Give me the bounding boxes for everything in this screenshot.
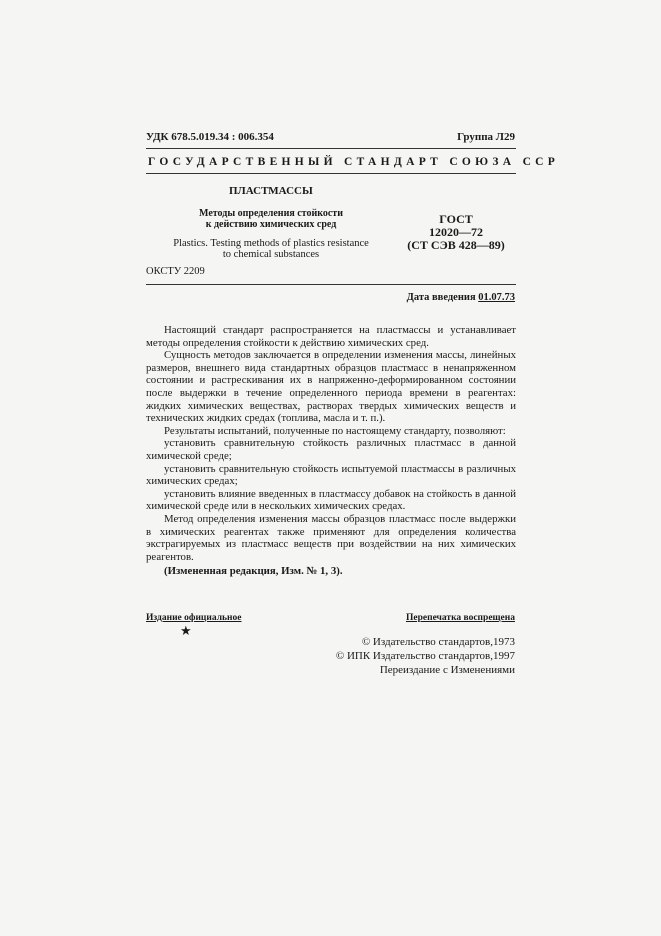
star-icon: ★	[180, 623, 192, 638]
body-paragraph: Настоящий стандарт распространяется на пластмассы и устанавливает методы определения стойкости к действию химических сред.	[146, 324, 516, 349]
english-title-line: Plastics. Testing methods of plastics resistance	[173, 238, 369, 249]
reprint-prohibited-label: Перепечатка воспрещена	[405, 613, 515, 623]
body-paragraph: Метод определения изменения массы образцов пластмасс после выдержки в химических реагентах также применяют для определения количества экстрагируемых из пластмасс веществ при воздействии на них химических реагентов.	[146, 512, 516, 563]
group-code: Группа Л29	[457, 131, 515, 143]
english-title-line: to chemical substances	[222, 249, 320, 260]
intro-date-value: 01.07.73	[478, 292, 515, 303]
gost-number: 12020—72	[429, 225, 483, 239]
st-sev-number: (СТ СЭВ 428—89)	[407, 238, 505, 252]
reissue-note: Переиздание с Изменениями	[379, 664, 515, 676]
gost-block	[396, 213, 516, 252]
english-title	[146, 238, 396, 260]
copyright-1973: © Издательство стандартов,1973	[361, 636, 515, 648]
amendment-note: (Измененная редакция, Изм. № 1, 3).	[164, 565, 343, 578]
subtitle-line: к действию химических сред	[205, 219, 337, 230]
document-subtitle	[146, 208, 396, 230]
subtitle-line: Методы определения стойкости	[199, 208, 343, 219]
okstu-code: ОКСТУ 2209	[146, 266, 205, 277]
heading-divider	[146, 173, 516, 174]
intro-date-label: Дата введения	[406, 292, 476, 303]
title-divider	[146, 284, 516, 285]
gost-label: ГОСТ	[439, 212, 473, 226]
body-paragraph: установить сравнительную стойкость различных пластмасс в данной химической среде;	[146, 437, 516, 462]
udk-code: УДК 678.5.019.34 : 006.354	[146, 131, 274, 143]
intro-date	[407, 292, 515, 303]
body-paragraph: Результаты испытаний, полученные по настоящему стандарту, позволяют:	[164, 424, 506, 437]
body-paragraph: установить влияние введенных в пластмассу добавок на стойкость в данной химической среде или в нескольких химических средах.	[146, 487, 516, 513]
copyright-1997: © ИПК Издательство стандартов,1997	[335, 650, 515, 662]
top-divider	[146, 148, 516, 149]
state-standard-heading: ГОСУДАРСТВЕННЫЙ СТАНДАРТ СОЮЗА ССР	[148, 156, 560, 168]
official-edition-label: Издание официальное	[146, 613, 242, 623]
body-paragraph: установить сравнительную стойкость испытуемой пластмассы в различных химических средах;	[146, 462, 516, 488]
body-text	[146, 324, 516, 578]
body-paragraph: Сущность методов заключается в определении изменения массы, линейных размеров, внешнего вида стандартных образцов пластмасс в ненапряженном состоянии и растрескивания их в напряженно-деформированном состоянии после выдержки в течение определенного периода времени в реагентах: жидких химических веществах, растворах твердых химических веществ и технических жидких средах (топлива, масла и т. п.).	[146, 349, 516, 425]
document-title: ПЛАСТМАССЫ	[229, 185, 313, 197]
